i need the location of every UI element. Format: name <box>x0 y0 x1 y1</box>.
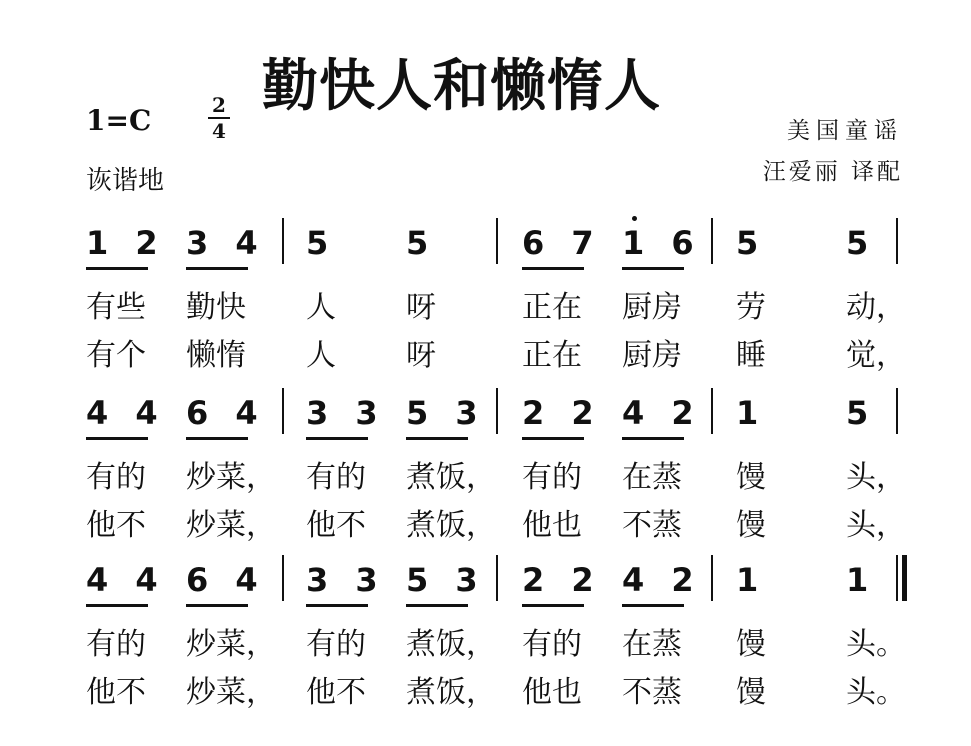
lyric-syllable: 有的 <box>306 627 366 662</box>
lyric-row <box>86 452 906 495</box>
lyric-syllable: 馒 <box>736 627 766 662</box>
note-row <box>86 224 906 270</box>
tempo-marking: 诙谐地 <box>86 166 165 196</box>
lyric-syllable: 在蒸 <box>622 460 682 495</box>
eighth-note-underline <box>622 437 684 440</box>
note-group: 5 <box>736 224 767 262</box>
bar-line <box>282 388 284 434</box>
lyric-syllable: 炒菜， <box>186 460 276 495</box>
eighth-note-underline <box>306 604 368 607</box>
lyric-syllable: 厨房 <box>622 338 682 373</box>
bar-line <box>282 555 284 601</box>
eighth-note-underline <box>522 437 584 440</box>
note-group: 6 7 <box>522 224 602 262</box>
lyric-syllable: 有个 <box>86 338 146 373</box>
lyric-syllable: 他不 <box>86 508 146 543</box>
lyric-syllable: 呀 <box>406 290 436 325</box>
note-group: 2 2 <box>522 561 602 599</box>
eighth-note-underline <box>86 604 148 607</box>
eighth-note-underline <box>86 267 148 270</box>
lyric-syllable: 有的 <box>522 460 582 495</box>
time-signature-top: 2 <box>212 93 226 117</box>
eighth-note-underline <box>406 437 468 440</box>
note-group: 4 2 <box>622 561 702 599</box>
bar-line <box>496 555 498 601</box>
note-group: 1 6 <box>622 224 702 262</box>
note-group: 3 4 <box>186 224 266 262</box>
eighth-note-underline <box>622 267 684 270</box>
note-group: 1 <box>736 394 767 432</box>
lyric-syllable: 炒菜， <box>186 508 276 543</box>
lyric-syllable: 懒惰 <box>186 338 246 373</box>
lyric-row <box>86 667 906 710</box>
note-group: 6 4 <box>186 561 266 599</box>
lyric-syllable: 煮饭， <box>406 508 496 543</box>
lyric-syllable: 炒菜， <box>186 627 276 662</box>
bar-line <box>896 555 898 601</box>
note-group: 5 3 <box>406 394 486 432</box>
lyric-syllable: 不蒸 <box>622 508 682 543</box>
note-group: 1 2 <box>86 224 166 262</box>
lyric-syllable: 正在 <box>522 290 582 325</box>
lyric-syllable: 煮饭， <box>406 675 496 710</box>
note-group: 1 <box>736 561 767 599</box>
eighth-note-underline <box>86 437 148 440</box>
bar-line <box>282 218 284 264</box>
lyric-syllable: 觉， <box>846 338 906 373</box>
note-group: 4 4 <box>86 394 166 432</box>
eighth-note-underline <box>186 437 248 440</box>
note-group: 4 4 <box>86 561 166 599</box>
lyric-syllable: 炒菜， <box>186 675 276 710</box>
note-group: 3 3 <box>306 561 386 599</box>
lyric-syllable: 头。 <box>846 627 906 662</box>
bar-line <box>896 218 898 264</box>
lyric-syllable: 他不 <box>306 508 366 543</box>
lyric-syllable: 正在 <box>522 338 582 373</box>
key-signature: 1=C <box>86 104 152 137</box>
lyric-syllable: 他也 <box>522 508 582 543</box>
lyric-syllable: 人 <box>306 338 336 373</box>
lyric-row <box>86 619 906 662</box>
lyric-syllable: 不蒸 <box>622 675 682 710</box>
lyric-syllable: 馒 <box>736 460 766 495</box>
lyric-syllable: 他不 <box>306 675 366 710</box>
note-row <box>86 394 906 440</box>
lyric-syllable: 煮饭， <box>406 460 496 495</box>
time-signature <box>204 94 234 142</box>
note-group: 5 <box>306 224 337 262</box>
lyric-row <box>86 330 906 373</box>
lyric-syllable: 他不 <box>86 675 146 710</box>
lyric-syllable: 在蒸 <box>622 627 682 662</box>
eighth-note-underline <box>522 604 584 607</box>
eighth-note-underline <box>522 267 584 270</box>
lyric-row <box>86 500 906 543</box>
lyric-syllable: 馒 <box>736 675 766 710</box>
eighth-note-underline <box>306 437 368 440</box>
note-group: 1 <box>846 561 877 599</box>
lyric-syllable: 呀 <box>406 338 436 373</box>
lyric-syllable: 有的 <box>522 627 582 662</box>
bar-line <box>896 388 898 434</box>
time-signature-bottom: 4 <box>212 119 226 143</box>
lyric-syllable: 勤快 <box>186 290 246 325</box>
high-octave-dot <box>632 216 637 221</box>
bar-line <box>711 555 713 601</box>
bar-line <box>711 388 713 434</box>
eighth-note-underline <box>622 604 684 607</box>
bar-line <box>496 388 498 434</box>
lyric-syllable: 厨房 <box>622 290 682 325</box>
lyric-syllable: 有的 <box>86 627 146 662</box>
note-group: 3 3 <box>306 394 386 432</box>
lyric-syllable: 有的 <box>306 460 366 495</box>
lyric-syllable: 有些 <box>86 290 146 325</box>
translator-credit: 汪爱丽 译配 <box>762 159 903 185</box>
lyric-syllable: 动， <box>846 290 906 325</box>
lyric-syllable: 有的 <box>86 460 146 495</box>
note-group: 4 2 <box>622 394 702 432</box>
lyric-syllable: 煮饭， <box>406 627 496 662</box>
lyric-syllable: 睡 <box>736 338 766 373</box>
lyric-syllable: 劳 <box>736 290 766 325</box>
song-title: 勤快人和懒惰人 <box>262 54 661 119</box>
note-group: 5 <box>846 394 877 432</box>
bar-line <box>496 218 498 264</box>
lyric-syllable: 头， <box>846 460 906 495</box>
eighth-note-underline <box>186 267 248 270</box>
note-group: 5 <box>406 224 437 262</box>
note-group: 2 2 <box>522 394 602 432</box>
final-bar-line <box>902 555 907 601</box>
note-group: 6 4 <box>186 394 266 432</box>
lyric-row <box>86 282 906 325</box>
bar-line <box>711 218 713 264</box>
note-row <box>86 561 906 607</box>
note-group: 5 <box>846 224 877 262</box>
lyric-syllable: 头， <box>846 508 906 543</box>
lyric-syllable: 他也 <box>522 675 582 710</box>
eighth-note-underline <box>406 604 468 607</box>
lyric-syllable: 馒 <box>736 508 766 543</box>
lyric-syllable: 人 <box>306 290 336 325</box>
song-origin: 美国童谣 <box>787 118 903 144</box>
eighth-note-underline <box>186 604 248 607</box>
note-group: 5 3 <box>406 561 486 599</box>
lyric-syllable: 头。 <box>846 675 906 710</box>
